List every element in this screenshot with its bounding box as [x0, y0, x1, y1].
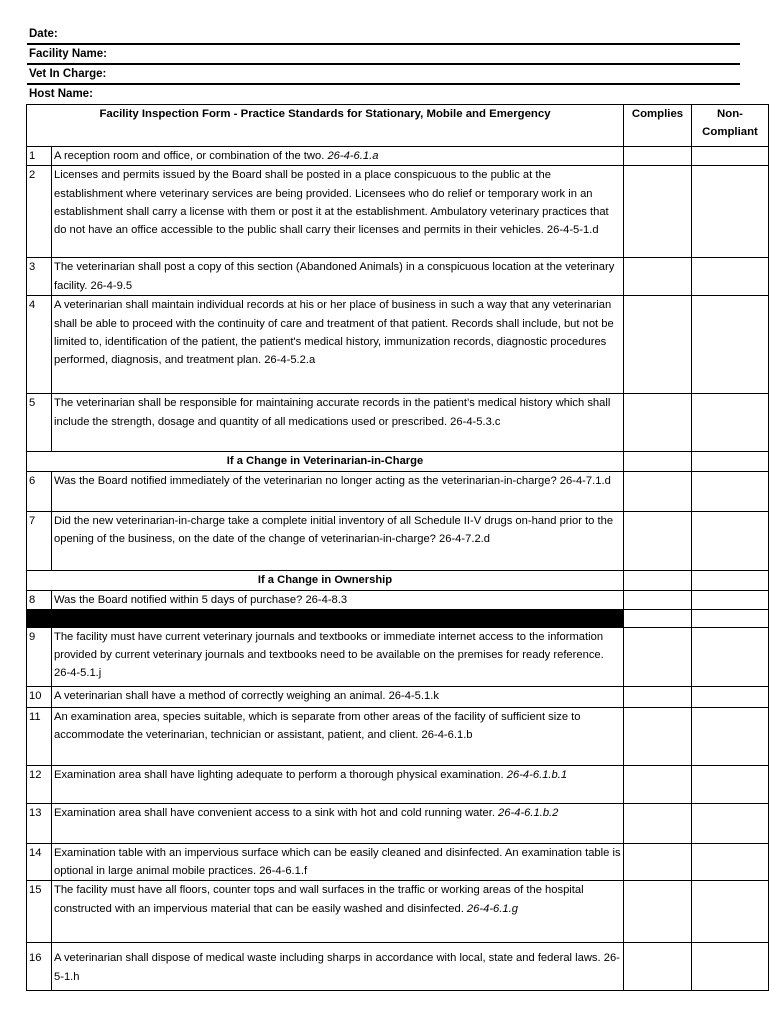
black-separator-bar	[27, 609, 624, 627]
table-row	[27, 843, 769, 881]
row-number: 10	[27, 686, 52, 707]
date-label: Date:	[29, 28, 58, 40]
noncompliant-cell[interactable]	[692, 627, 769, 686]
table-row	[27, 590, 769, 609]
vet-in-charge-field	[27, 66, 740, 85]
row-text: The facility must have current veterinary journals and textbooks or immediate internet access to the information provided by current veterinary journals and textbooks need to be available on the premises for ready reference. 26-4-5.1.j	[52, 627, 624, 686]
noncompliant-cell[interactable]	[692, 471, 769, 511]
complies-cell[interactable]	[624, 258, 692, 296]
row-number: 15	[27, 881, 52, 943]
inspection-table	[26, 104, 769, 991]
row-reference: 26-4-6.1.b.2	[498, 806, 559, 819]
noncompliant-cell	[692, 609, 769, 627]
row-number: 9	[27, 627, 52, 686]
row-text-main: Examination area shall have convenient access to a sink with hot and cold running water.	[54, 806, 495, 819]
row-number: 13	[27, 803, 52, 843]
row-text: An examination area, species suitable, which is separate from other areas of the facility of sufficient size to accommodate the veterinarian, technician or assistant, patient, and client. 26-4-6.1.b	[52, 707, 624, 765]
row-number: 11	[27, 707, 52, 765]
row-text: Was the Board notified immediately of the veterinarian no longer acting as the veterinarian-in-charge? 26-4-7.1.d	[52, 471, 624, 511]
row-text-main: Examination area shall have lighting adequate to perform a thorough physical examination.	[54, 768, 504, 781]
noncompliant-cell[interactable]	[692, 881, 769, 943]
host-name-label: Host Name:	[29, 88, 93, 100]
complies-cell[interactable]	[624, 707, 692, 765]
table-row	[27, 686, 769, 707]
separator-row	[27, 609, 769, 627]
host-name-field	[27, 86, 740, 103]
table-row	[27, 471, 769, 511]
row-text: Licenses and permits issued by the Board shall be posted in a place conspicuous to the public at the establishment where veterinary services are being provided. Licensees who do relief or temporary work in an establishment shall carry a license with them or post it at the establishment. Ambulatory veterinary practices that do not have an office accessible to the public shall carry their licenses and permits in their vehicles. 26-4-5-1.d	[52, 166, 624, 258]
row-reference: 26-4-6.1.b.1	[506, 768, 568, 781]
complies-cell[interactable]	[624, 803, 692, 843]
complies-cell[interactable]	[624, 686, 692, 707]
row-text: A veterinarian shall have a method of correctly weighing an animal. 26-4-5.1.k	[52, 686, 624, 707]
complies-cell[interactable]	[624, 166, 692, 258]
vet-in-charge-label: Vet In Charge:	[29, 68, 107, 80]
row-text-main: A reception room and office, or combination of the two.	[54, 150, 325, 162]
table-title: Facility Inspection Form - Practice Standards for Stationary, Mobile and Emergency	[27, 105, 624, 147]
table-row	[27, 707, 769, 765]
section-heading: If a Change in Veterinarian-in-Charge	[27, 452, 624, 471]
row-text: Examination table with an impervious surface which can be easily cleaned and disinfected. An examination table is optional in large animal mobile practices. 26-4-6.1.f	[52, 843, 624, 881]
complies-cell[interactable]	[624, 511, 692, 570]
row-text	[52, 147, 624, 166]
row-number: 1	[27, 147, 52, 166]
noncompliant-cell[interactable]	[692, 394, 769, 452]
row-text: Was the Board notified within 5 days of purchase? 26-4-8.3	[52, 590, 624, 609]
row-text: A veterinarian shall maintain individual records at his or her place of business in such a way that any veterinarian shall be able to proceed with the continuity of care and treatment of that patient. Records shall include, but not be limited to, identification of the patient, the patient's medical history, immunization records, diagnostic procedures performed, diagnosis, and treatment plan. 26-4-5.2.a	[52, 296, 624, 394]
noncompliant-cell[interactable]	[692, 803, 769, 843]
noncompliant-cell[interactable]	[692, 686, 769, 707]
complies-cell[interactable]	[624, 765, 692, 803]
noncompliant-cell[interactable]	[692, 147, 769, 166]
table-row	[27, 258, 769, 296]
table-row	[27, 394, 769, 452]
complies-cell[interactable]	[624, 394, 692, 452]
facility-name-field	[27, 46, 740, 65]
section-heading: If a Change in Ownership	[27, 570, 624, 590]
row-number: 16	[27, 943, 52, 991]
row-number: 8	[27, 590, 52, 609]
noncompliant-cell	[692, 452, 769, 471]
complies-cell[interactable]	[624, 590, 692, 609]
table-row	[27, 296, 769, 394]
row-text	[52, 765, 624, 803]
complies-cell[interactable]	[624, 147, 692, 166]
table-row	[27, 943, 769, 991]
noncompliant-cell[interactable]	[692, 296, 769, 394]
complies-cell[interactable]	[624, 843, 692, 881]
row-text: The veterinarian shall be responsible for maintaining accurate records in the patient’s medical history which shall include the strength, dosage and quantity of all medications used or prescribed. 26-4-5.3.c	[52, 394, 624, 452]
row-reference: 26-4-6.1.g	[466, 902, 518, 915]
row-number: 3	[27, 258, 52, 296]
row-text: A veterinarian shall dispose of medical waste including sharps in accordance with local, state and federal laws. 26-5-1.h	[52, 943, 624, 991]
noncompliant-cell[interactable]	[692, 590, 769, 609]
complies-cell	[624, 570, 692, 590]
section-row-ownership	[27, 570, 769, 590]
row-number: 6	[27, 471, 52, 511]
table-row	[27, 803, 769, 843]
noncompliant-cell[interactable]	[692, 258, 769, 296]
noncompliant-cell[interactable]	[692, 843, 769, 881]
complies-cell[interactable]	[624, 627, 692, 686]
facility-name-label: Facility Name:	[29, 48, 107, 60]
table-row	[27, 881, 769, 943]
noncompliant-cell[interactable]	[692, 943, 769, 991]
complies-header: Complies	[624, 105, 692, 147]
table-row	[27, 166, 769, 258]
row-text	[52, 803, 624, 843]
complies-cell[interactable]	[624, 943, 692, 991]
noncompliant-cell[interactable]	[692, 765, 769, 803]
row-text: Did the new veterinarian-in-charge take a complete initial inventory of all Schedule II-V drugs on-hand prior to the opening of the business, on the date of the change of veterinarian-in-charge? 26-4-7.2.d	[52, 511, 624, 570]
table-row	[27, 147, 769, 166]
row-number: 4	[27, 296, 52, 394]
row-number: 14	[27, 843, 52, 881]
row-number: 12	[27, 765, 52, 803]
noncompliant-cell[interactable]	[692, 707, 769, 765]
table-header-row	[27, 105, 769, 147]
noncompliant-cell[interactable]	[692, 511, 769, 570]
complies-cell[interactable]	[624, 296, 692, 394]
complies-cell[interactable]	[624, 881, 692, 943]
date-field	[27, 26, 740, 45]
row-text	[52, 881, 624, 943]
table-row	[27, 627, 769, 686]
complies-cell	[624, 452, 692, 471]
complies-cell	[624, 609, 692, 627]
row-text: The veterinarian shall post a copy of this section (Abandoned Animals) in a conspicuous location at the veterinary facility. 26-4-9.5	[52, 258, 624, 296]
table-row	[27, 511, 769, 570]
complies-cell[interactable]	[624, 471, 692, 511]
table-row	[27, 765, 769, 803]
row-reference: 26-4-6.1.a	[327, 150, 379, 162]
noncompliant-cell[interactable]	[692, 166, 769, 258]
noncompliant-header: Non- Compliant	[692, 105, 769, 147]
section-row-vic	[27, 452, 769, 471]
noncompliant-cell	[692, 570, 769, 590]
row-number: 5	[27, 394, 52, 452]
row-number: 7	[27, 511, 52, 570]
row-text-main: The facility must have all floors, counter tops and wall surfaces in the traffic or working areas of the hospital constructed with an impervious material that can be easily washed and disinfected.	[54, 884, 584, 915]
row-number: 2	[27, 166, 52, 258]
